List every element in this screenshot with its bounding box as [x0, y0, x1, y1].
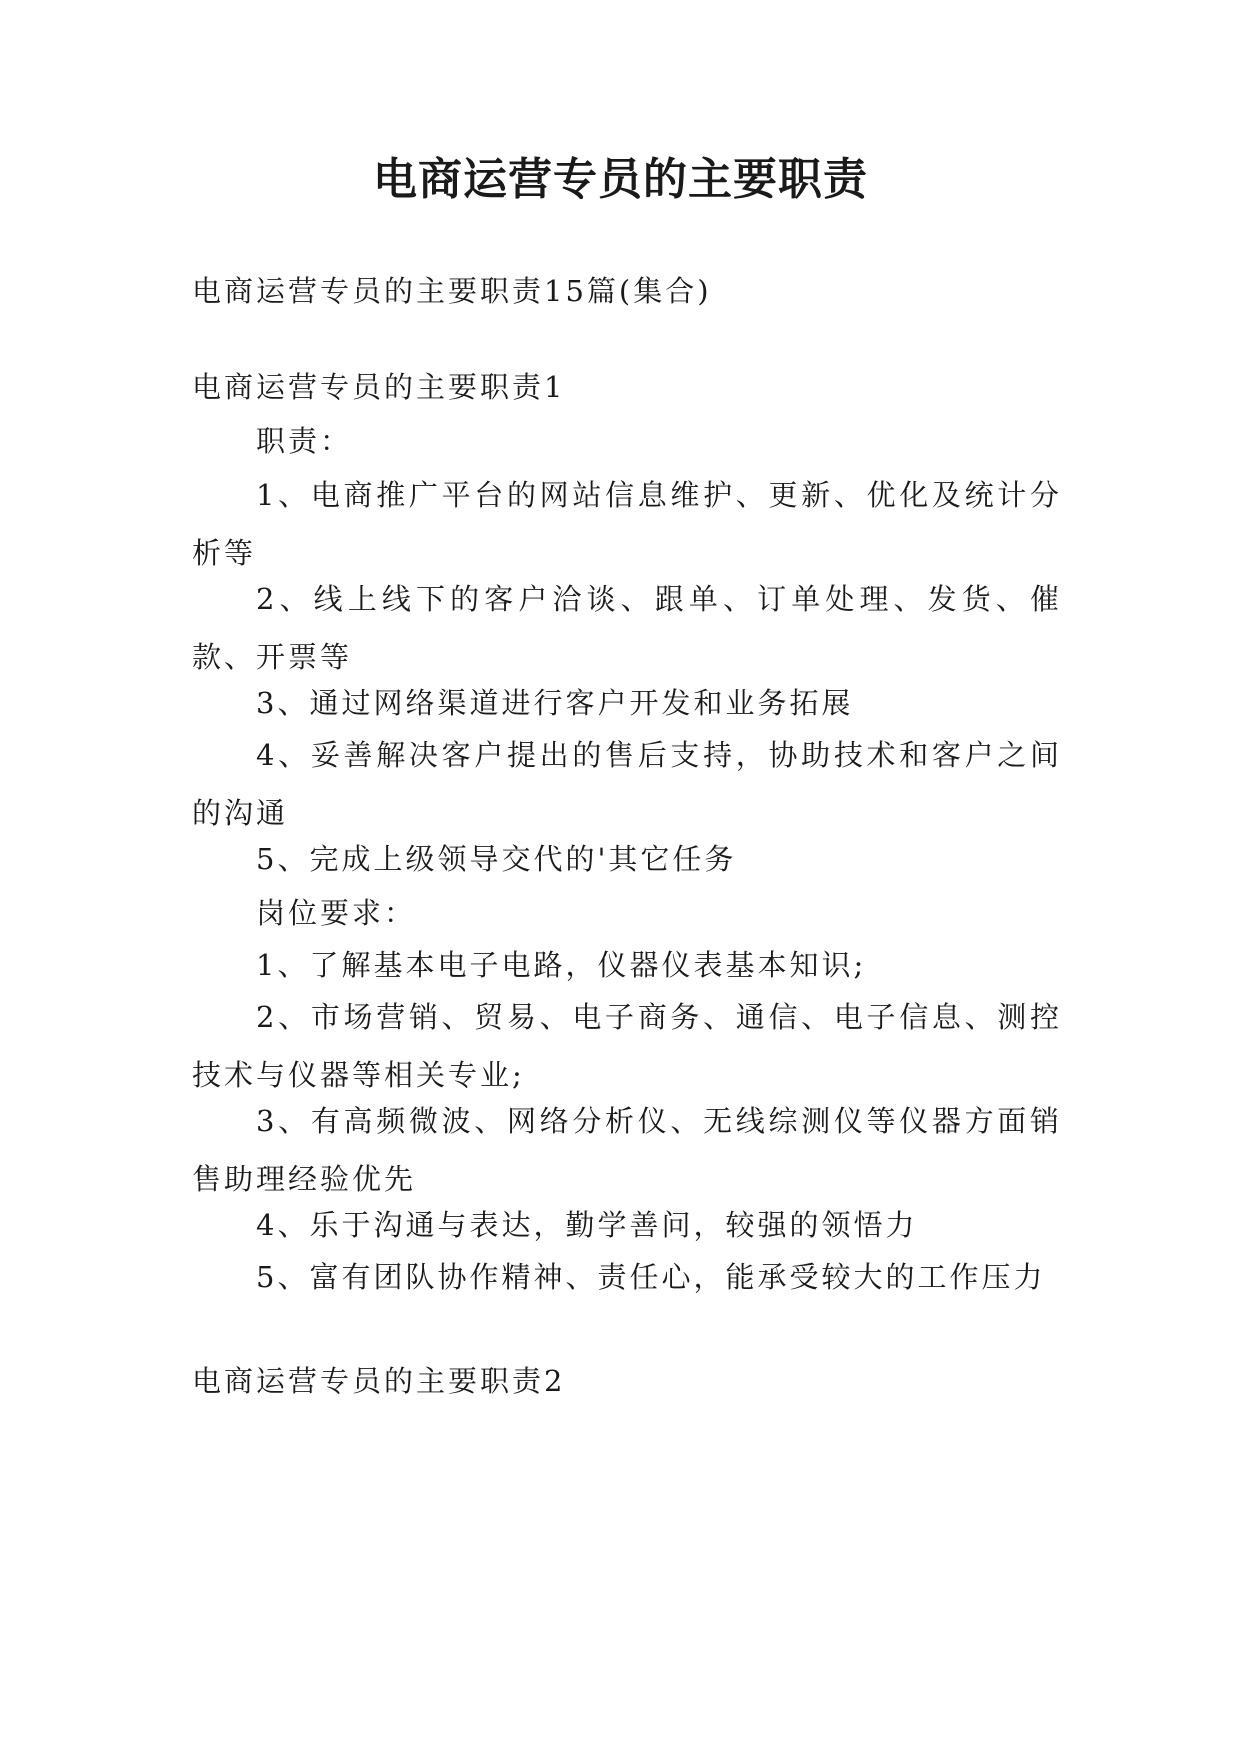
requirement-item: 2、市场营销、贸易、电子商务、通信、电子信息、测控技术与仪器等相关专业;	[192, 1000, 1062, 1092]
requirement-item: 5、富有团队协作精神、责任心，能承受较大的工作压力	[256, 1260, 1046, 1294]
duty-item: 2、线上线下的客户洽谈、跟单、订单处理、发货、催款、开票等	[192, 582, 1062, 674]
duty-item: 3、通过网络渠道进行客户开发和业务拓展	[256, 686, 854, 720]
section-heading-2: 电商运营专员的主要职责2	[192, 1364, 566, 1398]
section-heading-1: 电商运营专员的主要职责1	[192, 370, 566, 404]
requirement-item: 4、乐于沟通与表达，勤学善问，较强的领悟力	[256, 1208, 918, 1242]
duty-item: 5、完成上级领导交代的'其它任务	[256, 842, 737, 876]
document-subtitle: 电商运营专员的主要职责15篇(集合)	[192, 274, 712, 308]
requirements-label: 岗位要求：	[256, 896, 417, 930]
document-title: 电商运营专员的主要职责	[373, 154, 868, 205]
duty-item: 4、妥善解决客户提出的售后支持，协助技术和客户之间的沟通	[192, 738, 1062, 830]
requirement-item: 1、了解基本电子电路，仪器仪表基本知识;	[256, 948, 867, 982]
duty-item: 1、电商推广平台的网站信息维护、更新、优化及统计分析等	[192, 478, 1062, 570]
requirement-item: 3、有高频微波、网络分析仪、无线综测仪等仪器方面销售助理经验优先	[192, 1104, 1062, 1196]
duties-label: 职责：	[256, 424, 353, 458]
